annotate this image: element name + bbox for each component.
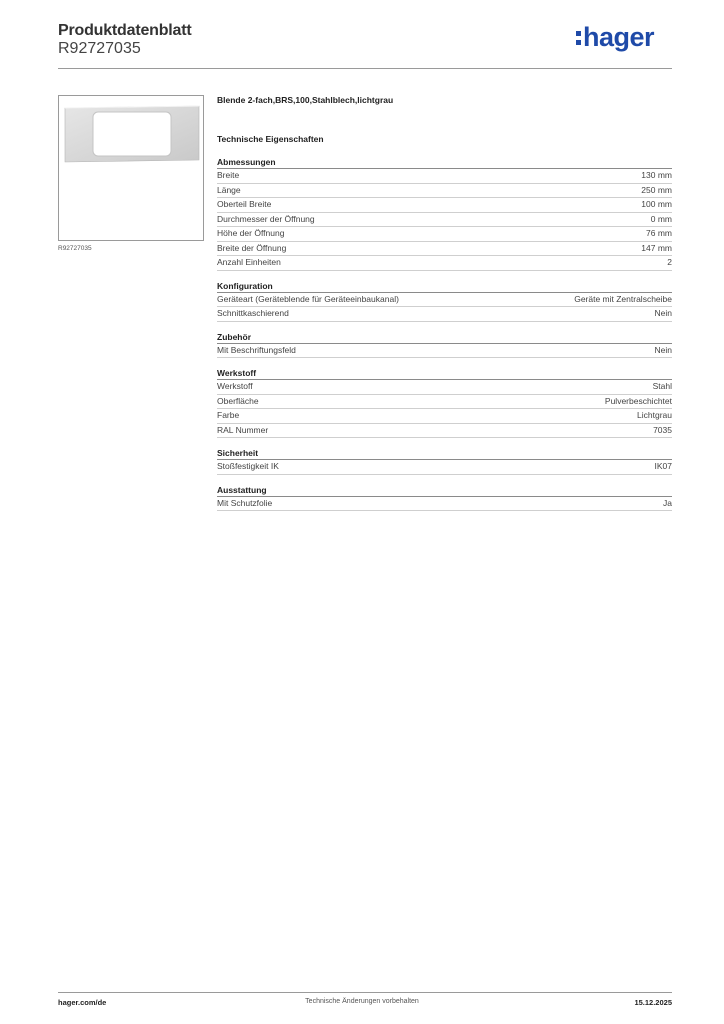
- spec-row: [217, 409, 672, 424]
- spec-value: 76 mm: [646, 228, 672, 238]
- spec-value: 147 mm: [641, 242, 672, 253]
- spec-value: Nein: [654, 344, 672, 355]
- spec-label: Mit Beschriftungsfeld: [217, 344, 296, 355]
- page-header: [58, 22, 672, 70]
- spec-value: IK07: [654, 461, 672, 471]
- logo-text: hager: [582, 22, 654, 52]
- spec-label: Durchmesser der Öffnung: [217, 213, 315, 224]
- header-divider: [58, 68, 672, 69]
- technical-properties-heading: Technische Eigenschaften: [217, 134, 324, 144]
- product-specification: [217, 95, 672, 520]
- logo-dots-icon: [576, 31, 581, 45]
- spec-label: Länge: [217, 184, 241, 195]
- spec-row: [217, 293, 672, 308]
- product-description: Blende 2-fach,BRS,100,Stahlblech,lichtgrau: [217, 95, 394, 105]
- spec-label: Breite der Öffnung: [217, 242, 287, 253]
- spec-label: Oberfläche: [217, 395, 259, 406]
- spec-row: [217, 227, 672, 242]
- spec-label: Anzahl Einheiten: [217, 257, 281, 267]
- spec-value: 2: [667, 257, 672, 267]
- spec-value: 0 mm: [650, 213, 672, 224]
- spec-section: [217, 280, 672, 322]
- spec-value: 250 mm: [641, 184, 672, 195]
- product-image: [58, 95, 204, 241]
- spec-row: [217, 344, 672, 359]
- spec-value: Stahl: [652, 381, 672, 391]
- footer-notice: Technische Änderungen vorbehalten: [305, 998, 419, 1005]
- spec-value: Nein: [654, 308, 672, 318]
- spec-section: [217, 484, 672, 512]
- spec-value: Pulverbeschichtet: [604, 395, 672, 406]
- article-number: R92727035: [58, 40, 141, 57]
- spec-section: [217, 447, 672, 475]
- spec-row: [217, 242, 672, 257]
- cover-plate-illustration: [59, 96, 203, 240]
- hager-logo: [576, 22, 654, 53]
- section-title: Ausstattung: [217, 484, 672, 497]
- spec-row: [217, 198, 672, 213]
- spec-value: 130 mm: [641, 170, 672, 180]
- spec-label: Höhe der Öffnung: [217, 228, 285, 238]
- spec-label: Geräteart (Geräteblende für Geräteeinbaukanal): [217, 293, 399, 304]
- spec-label: Breite: [217, 170, 240, 180]
- spec-label: Schnittkaschierend: [217, 308, 289, 318]
- spec-row: [217, 184, 672, 199]
- spec-row: [217, 395, 672, 410]
- footer-website: hager.com/de: [58, 998, 107, 1007]
- spec-row: [217, 169, 672, 184]
- spec-row: [217, 424, 672, 439]
- spec-row: [217, 213, 672, 228]
- spec-label: Oberteil Breite: [217, 199, 272, 209]
- section-title: Werkstoff: [217, 367, 672, 380]
- spec-value: Geräte mit Zentralscheibe: [574, 293, 672, 304]
- spec-row: [217, 380, 672, 395]
- spec-section: [217, 331, 672, 359]
- spec-label: Farbe: [217, 410, 240, 420]
- footer-date: 15.12.2025: [634, 998, 672, 1007]
- section-title: Zubehör: [217, 331, 672, 344]
- spec-value: Ja: [663, 497, 672, 508]
- spec-row: [217, 497, 672, 512]
- spec-sections: [217, 156, 672, 511]
- spec-section: [217, 367, 672, 438]
- spec-row: [217, 307, 672, 322]
- spec-value: Lichtgrau: [637, 410, 672, 420]
- section-title: Konfiguration: [217, 280, 672, 293]
- spec-label: Mit Schutzfolie: [217, 497, 273, 508]
- spec-row: [217, 256, 672, 271]
- spec-row: [217, 460, 672, 475]
- spec-label: RAL Nummer: [217, 424, 269, 435]
- spec-label: Stoßfestigkeit IK: [217, 461, 279, 471]
- section-title: Abmessungen: [217, 156, 672, 169]
- spec-label: Werkstoff: [217, 381, 253, 391]
- footer-divider: [58, 992, 672, 993]
- spec-value: 100 mm: [641, 199, 672, 209]
- image-caption: R92727035: [58, 245, 92, 252]
- spec-section: [217, 156, 672, 271]
- document-title: Produktdatenblatt: [58, 22, 192, 39]
- section-title: Sicherheit: [217, 447, 672, 460]
- spec-value: 7035: [653, 424, 672, 435]
